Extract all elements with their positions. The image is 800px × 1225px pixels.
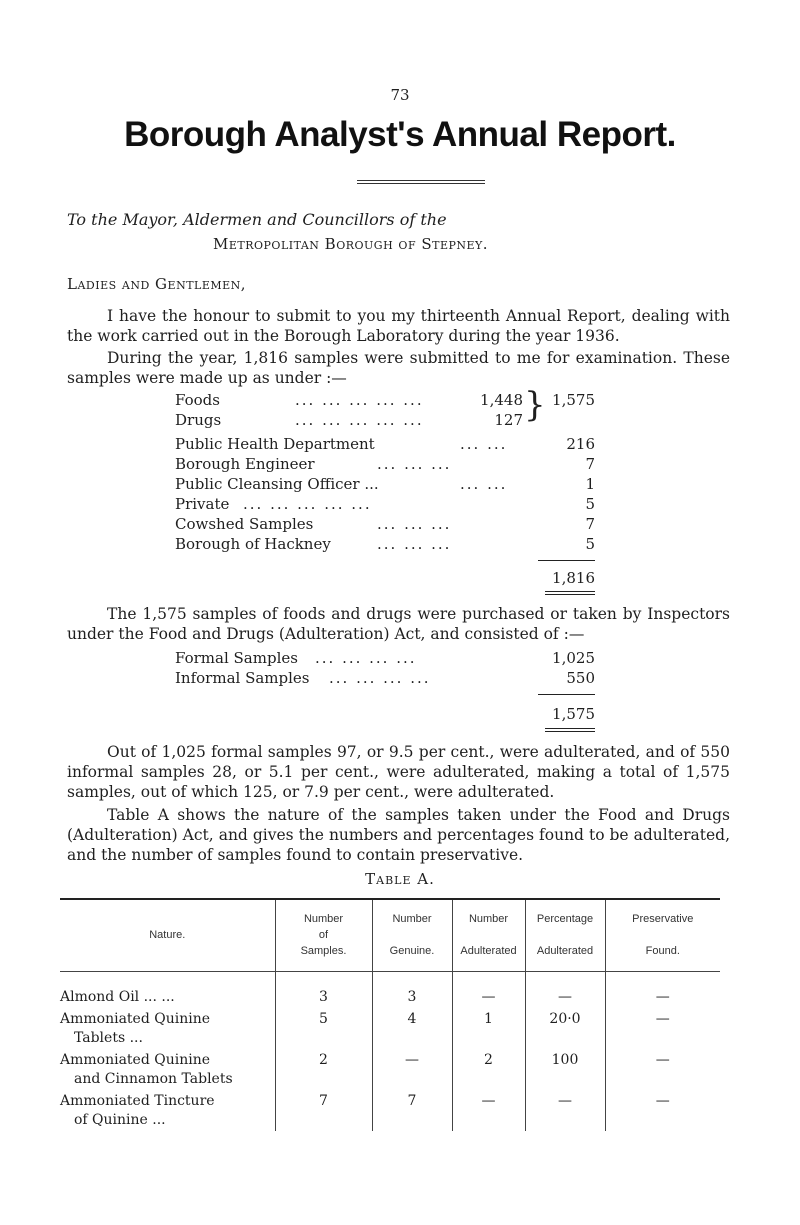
cell-nature: Ammoniated Quinine and Cinnamon Tablets <box>60 1051 233 1087</box>
cell-samples: 7 <box>275 1090 372 1131</box>
table-header-row <box>60 899 720 971</box>
list-item-value: 7 <box>585 515 595 533</box>
title-rule-top <box>357 180 485 181</box>
list-item <box>175 649 595 669</box>
double-rule-bottom <box>545 731 595 732</box>
page-number: 73 <box>390 86 410 104</box>
list-item-label: Informal Samples <box>175 669 310 687</box>
formal-total: 1,575 <box>552 705 595 723</box>
title-rule-bottom <box>357 183 485 184</box>
list-item-subvalue: 127 <box>494 411 523 429</box>
paragraph-table-intro: Table A shows the nature of the samples taken under the Food and Drugs (Adulteration) Act, and gives the numbers and percentages found to be adulterated, and the number of samples found to contain preservative. <box>67 806 730 864</box>
list-item-label: Borough Engineer <box>175 455 315 473</box>
cell-preservative: — <box>605 1008 720 1049</box>
list-item <box>175 475 595 495</box>
list-item-label: Formal Samples <box>175 649 298 667</box>
cell-samples: 2 <box>275 1049 372 1090</box>
leader-dots: ... ... ... <box>377 455 452 473</box>
address-line-1: To the Mayor, Aldermen and Councillors of the <box>67 210 447 229</box>
leader-dots: ... ... ... <box>377 535 452 553</box>
list-item-value: 1,025 <box>552 649 595 667</box>
list-item <box>175 535 595 555</box>
cell-preservative: — <box>605 1090 720 1131</box>
list-item-value: 550 <box>566 669 595 687</box>
list-item-value: 5 <box>585 495 595 513</box>
list-item-label: Private <box>175 495 230 513</box>
leader-dots: ... ... <box>460 435 508 453</box>
paragraph-intro: I have the honour to submit to you my thirteenth Annual Report, dealing with the work carried out in the Borough Laboratory during the year 1936. <box>67 307 730 345</box>
paragraph-formal: The 1,575 samples of foods and drugs were purchased or taken by Inspectors under the Food and Drugs (Adulteration) Act, and consisted of :— <box>67 605 730 643</box>
list-item <box>175 435 595 455</box>
paragraph-adulteration: Out of 1,025 formal samples 97, or 9.5 per cent., were adulterated, and of 550 informal samples 28, or 5.1 per cent., were adulterated, making a total of 1,575 samples, out of which 125, or 7.9 per cent., were adulterated. <box>67 743 730 801</box>
leader-dots: ... ... ... ... <box>315 649 417 667</box>
cell-samples: 3 <box>275 986 372 1008</box>
cell-percentage: 100 <box>525 1049 605 1090</box>
list-item-value: 1 <box>585 475 595 493</box>
leader-dots: ... ... ... ... <box>329 669 431 687</box>
list-item-label: Public Health Department <box>175 435 375 453</box>
address-line-2: Metropolitan Borough of Stepney. <box>213 235 489 253</box>
cell-nature: Ammoniated Quinine Tablets ... <box>60 1010 211 1046</box>
brace: } <box>524 385 546 425</box>
list-item-value: 216 <box>566 435 595 453</box>
cell-genuine: 3 <box>372 986 452 1008</box>
list-item-value: 5 <box>585 535 595 553</box>
col-header-preservative: Preservative Found. <box>605 899 720 971</box>
salutation: Ladies and Gentlemen, <box>67 275 247 293</box>
sum-rule <box>538 694 595 695</box>
list-item <box>175 669 595 689</box>
col-header-samples: Number of Samples. <box>275 899 372 971</box>
list-item-value: 7 <box>585 455 595 473</box>
sum-rule <box>538 560 595 561</box>
list-item-label: Drugs <box>175 411 222 429</box>
combined-total: 1,575 <box>552 391 595 409</box>
leader-dots: ... ... <box>460 475 508 493</box>
cell-samples: 5 <box>275 1008 372 1049</box>
table-row <box>60 1090 720 1131</box>
cell-adulterated: — <box>452 986 525 1008</box>
table-row <box>60 986 720 1008</box>
table-row <box>60 1008 720 1049</box>
list-item-label: Cowshed Samples <box>175 515 314 533</box>
col-header-percentage: Percentage Adulterated <box>525 899 605 971</box>
double-rule-top <box>545 728 595 729</box>
samples-list <box>175 385 595 591</box>
grand-total: 1,816 <box>552 569 595 587</box>
page-title: Borough Analyst's Annual Report. <box>124 115 676 154</box>
list-item-label: Public Cleansing Officer ... <box>175 475 379 493</box>
cell-preservative: — <box>605 1049 720 1090</box>
cell-genuine: 7 <box>372 1090 452 1131</box>
list-item-label: Foods <box>175 391 220 409</box>
list-item <box>175 495 595 515</box>
col-header-nature: Nature. <box>60 899 275 971</box>
cell-preservative: — <box>605 986 720 1008</box>
col-header-adulterated: Number Adulterated <box>452 899 525 971</box>
leader-dots: ... ... ... ... ... <box>295 391 424 409</box>
col-header-genuine: Number Genuine. <box>372 899 452 971</box>
cell-adulterated: — <box>452 1090 525 1131</box>
list-item <box>175 455 595 475</box>
cell-percentage: — <box>525 986 605 1008</box>
cell-genuine: 4 <box>372 1008 452 1049</box>
cell-nature: Ammoniated Tincture of Quinine ... <box>60 1092 215 1128</box>
list-item-subvalue: 1,448 <box>480 391 523 409</box>
leader-dots: ... ... ... ... ... <box>243 495 372 513</box>
table-row <box>60 1049 720 1090</box>
cell-genuine: — <box>372 1049 452 1090</box>
cell-nature: Almond Oil ... ... <box>60 988 175 1005</box>
cell-adulterated: 1 <box>452 1008 525 1049</box>
cell-adulterated: 2 <box>452 1049 525 1090</box>
list-item-label: Borough of Hackney <box>175 535 331 553</box>
list-item <box>175 515 595 535</box>
double-rule-top <box>545 591 595 592</box>
leader-dots: ... ... ... <box>377 515 452 533</box>
leader-dots: ... ... ... ... ... <box>295 411 424 429</box>
double-rule-bottom <box>545 594 595 595</box>
cell-percentage: — <box>525 1090 605 1131</box>
table-title: Table A. <box>365 870 435 888</box>
paragraph-samples: During the year, 1,816 samples were submitted to me for examination. These samples were made up as under :— <box>67 349 730 387</box>
table-a <box>60 898 720 1131</box>
cell-percentage: 20·0 <box>525 1008 605 1049</box>
